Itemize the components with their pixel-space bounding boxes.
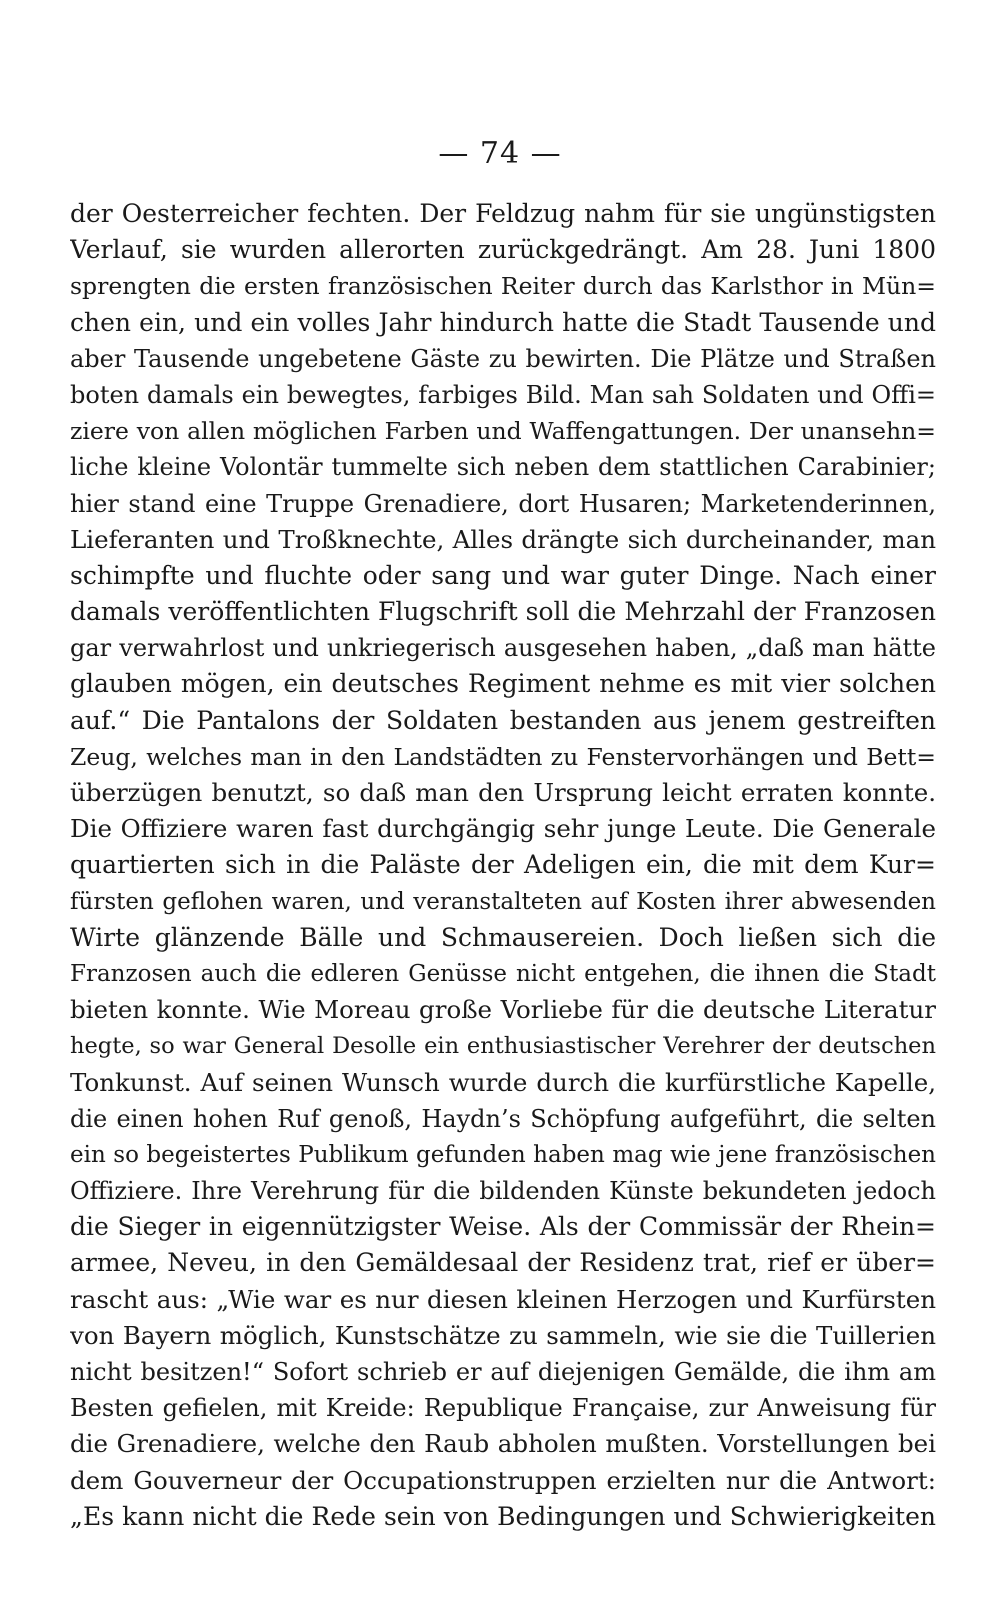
- text-line: glauben mögen, ein deutsches Regiment nehme es mit vier solchen: [70, 669, 936, 699]
- text-line: nicht besitzen!“ Sofort schrieb er auf diejenigen Gemälde, die ihm am: [70, 1358, 936, 1386]
- text-line: Lieferanten und Troßknechte, Alles drängte sich durcheinander, man: [70, 524, 936, 554]
- text-line: Franzosen auch die edleren Genüsse nicht entgehen, die ihnen die Stadt: [70, 960, 936, 987]
- text-line: „Es kann nicht die Rede sein von Bedingungen und Schwierigkeiten: [70, 1501, 936, 1531]
- text-line: Tonkunst. Auf seinen Wunsch wurde durch die kurfürstliche Kapelle,: [70, 1067, 936, 1097]
- text-line: Verlauf, sie wurden allerorten zurückgedrängt. Am 28. Juni 1800: [70, 235, 936, 265]
- text-line: rascht aus: „Wie war es nur diesen kleinen Herzogen und Kurfürsten: [70, 1284, 936, 1314]
- text-line: hegte, so war General Desolle ein enthusiastischer Verehrer der deutschen: [70, 1033, 936, 1060]
- text-line: ein so begeistertes Publikum gefunden haben mag wie jene französischen: [70, 1141, 936, 1168]
- text-line: chen ein, und ein volles Jahr hindurch hatte die Stadt Tausende und: [70, 307, 936, 337]
- text-line: auf.“ Die Pantalons der Soldaten bestanden aus jenem gestreiften: [70, 705, 936, 735]
- text-line: bieten konnte. Wie Moreau große Vorliebe für die deutsche Literatur: [70, 995, 936, 1025]
- text-line: gar verwahrlost und unkriegerisch ausgesehen haben, „daß man hätte: [70, 634, 936, 663]
- text-line: sprengten die ersten französischen Reiter durch das Karlsthor in Mün=: [70, 272, 936, 301]
- text-line: Wirte glänzende Bälle und Schmausereien. Doch ließen sich die: [70, 922, 936, 952]
- text-line: hier stand eine Truppe Grenadiere, dort Husaren; Marketenderinnen,: [70, 489, 936, 518]
- text-line: die Grenadiere, welche den Raub abholen mußten. Vorstellungen bei: [70, 1429, 936, 1459]
- text-line: Offiziere. Ihre Verehrung für die bildenden Künste bekundeten jedoch: [70, 1177, 936, 1206]
- text-line: damals veröffentlichten Flugschrift soll die Mehrzahl der Franzosen: [70, 597, 936, 627]
- text-line: armee, Neveu, in den Gemäldesaal der Residenz trat, rief er über=: [70, 1248, 936, 1278]
- text-line: ziere von allen möglichen Farben und Waffengattungen. Der unansehn=: [70, 417, 936, 446]
- text-line: Besten gefielen, mit Kreide: Republique Française, zur Anweisung für: [70, 1394, 936, 1423]
- text-line: die Sieger in eigennützigster Weise. Als der Commissär der Rhein=: [70, 1212, 936, 1242]
- text-line: der Oesterreicher fechten. Der Feldzug nahm für sie ungünstigsten: [70, 199, 936, 228]
- text-line: die einen hohen Ruf genoß, Haydn’s Schöpfung aufgeführt, die selten: [70, 1104, 936, 1133]
- text-line: schimpfte und fluchte oder sang und war guter Dinge. Nach einer: [70, 560, 936, 590]
- page-number: — 74 —: [438, 136, 562, 171]
- text-line: Zeug, welches man in den Landstädten zu Fenstervorhängen und Bett=: [70, 742, 936, 771]
- text-line: überzügen benutzt, so daß man den Ursprung leicht erraten konnte.: [70, 778, 936, 807]
- text-line: fürsten geflohen waren, und veranstalteten auf Kosten ihrer abwesenden: [70, 888, 936, 915]
- text-line: boten damals ein bewegtes, farbiges Bild. Man sah Soldaten und Offi=: [70, 380, 936, 409]
- text-line: aber Tausende ungebetene Gäste zu bewirten. Die Plätze und Straßen: [70, 344, 936, 373]
- text-line: von Bayern möglich, Kunstschätze zu sammeln, wie sie die Tuillerien: [70, 1320, 936, 1350]
- text-line: Die Offiziere waren fast durchgängig sehr junge Leute. Die Generale: [70, 814, 936, 844]
- text-line: dem Gouverneur der Occupationstruppen erzielten nur die Antwort:: [70, 1465, 936, 1495]
- body-text: [70, 196, 936, 1535]
- text-line: liche kleine Volontär tummelte sich neben dem stattlichen Carabinier;: [70, 453, 936, 482]
- text-line: quartierten sich in die Paläste der Adeligen ein, die mit dem Kur=: [70, 850, 936, 880]
